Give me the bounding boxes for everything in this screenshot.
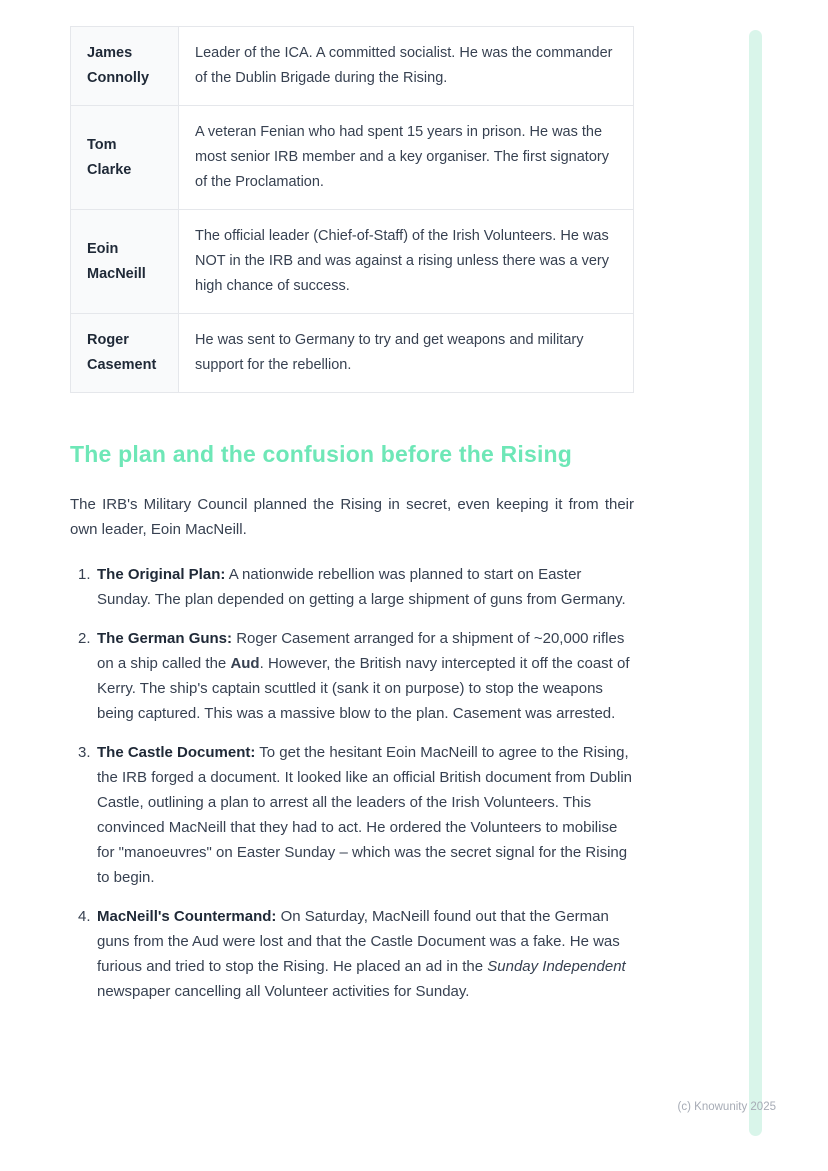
list-item-body-text: A nationwide rebellion was planned to start on Easter Sunday. The plan depended on getting a large shipment of guns from Germany.: [97, 566, 626, 608]
leader-name: Roger Casement: [71, 314, 179, 393]
list-number: 1.: [78, 566, 91, 583]
table-row-james-connolly: [71, 27, 634, 106]
list-number: 2.: [78, 630, 91, 647]
list-number: 3.: [78, 744, 91, 761]
leaders-table: [70, 26, 634, 393]
intro-paragraph: The IRB's Military Council planned the Rising in secret, even keeping it from their own leader, Eoin MacNeill.: [70, 496, 634, 538]
section-heading: The plan and the confusion before the Rising: [70, 441, 573, 467]
list-item-title: The German Guns:: [97, 630, 233, 647]
list-item-title: MacNeill's Countermand:: [97, 908, 277, 925]
leader-name: Eoin MacNeill: [71, 210, 179, 314]
list-item-body-text: newspaper cancelling all Volunteer activities for Sunday.: [97, 983, 470, 1000]
newspaper-name-italic: Sunday Independent: [487, 958, 626, 975]
table-row-tom-clarke: [71, 106, 634, 210]
list-item-text: [97, 562, 634, 612]
numbered-list: [70, 562, 634, 1004]
list-item-body-text: Roger Casement arranged for a shipment of ~20,000 rifles on a ship called the: [97, 630, 625, 672]
list-item-castle-document: [78, 740, 634, 890]
list-number: 4.: [78, 908, 91, 925]
leader-description: He was sent to Germany to try and get weapons and military support for the rebellion.: [179, 314, 634, 393]
leader-description: Leader of the ICA. A committed socialist. He was the commander of the Dublin Brigade during the Rising.: [179, 27, 634, 106]
ship-name-bold: Aud: [230, 655, 260, 672]
table-row-roger-casement: [71, 314, 634, 393]
copyright-footer: (c) Knowunity 2025: [677, 1101, 776, 1113]
list-item-title: The Original Plan:: [97, 566, 226, 583]
table-row-eoin-macneill: [71, 210, 634, 314]
leader-description: A veteran Fenian who had spent 15 years in prison. He was the most senior IRB member and a key organiser. The first signatory of the Proclamation.: [179, 106, 634, 210]
list-item-german-guns: [78, 626, 634, 726]
list-item-text: [97, 904, 634, 1004]
leader-description: The official leader (Chief-of-Staff) of the Irish Volunteers. He was NOT in the IRB and was against a rising unless there was a very high chance of success.: [179, 210, 634, 314]
list-item-body-text: On Saturday, MacNeill found out that the German guns from the Aud were lost and that the Castle Document was a fake. He was furious and tried to stop the Rising. He placed an ad in the: [97, 908, 620, 975]
list-item-body-text: . However, the British navy intercepted it off the coast of Kerry. The ship's captain scuttled it (sank it on purpose) to stop the weapons being captured. This was a massive blow to the plan. Casement was arrested.: [97, 655, 630, 722]
list-item-title: The Castle Document:: [97, 744, 256, 761]
list-item-macneill-countermand: [78, 904, 634, 1004]
accent-stripe: [749, 30, 762, 1136]
leader-name: James Connolly: [71, 27, 179, 106]
leader-name: Tom Clarke: [71, 106, 179, 210]
page-content: [70, 0, 634, 1018]
list-item-body-text: To get the hesitant Eoin MacNeill to agree to the Rising, the IRB forged a document. It looked like an official British document from Dublin Castle, outlining a plan to arrest all the leaders of the Irish Volunteers. This convinced MacNeill that they had to act. He ordered the Volunteers to mobilise for "manoeuvres" on Easter Sunday – which was the secret signal for the Rising to begin.: [97, 744, 632, 886]
list-item-original-plan: [78, 562, 634, 612]
list-item-text: [97, 626, 634, 726]
list-item-text: [97, 740, 634, 890]
